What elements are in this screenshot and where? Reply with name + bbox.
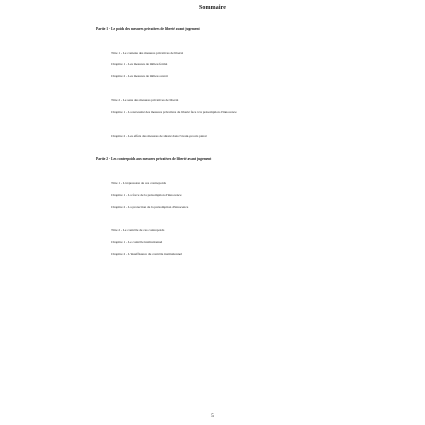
part-2-titre-1-chapitre-2: Chapitre 2 - La protection de la présomption d'innocence xyxy=(111,205,189,209)
part-1-titre-1-chapitre-2: Chapitre 2 - Les mesures de milieu ouvert xyxy=(111,74,168,78)
part-2-titre-1-chapitre-1: Chapitre 1 - La force de la présomption d'innocence xyxy=(111,193,182,197)
part-1-titre-1-chapitre-1: Chapitre 1 - Les mesures de milieu fermé xyxy=(111,62,168,66)
part-1-titre-1: Titre 1 - Le contenu des mesures privatives de liberté xyxy=(111,51,184,55)
part-1-titre-2: Titre 2 - Le sens des mesures privatives de liberté xyxy=(111,98,179,102)
page-number: 5 xyxy=(211,413,214,419)
part-2-titre-2-chapitre-2: Chapitre 2 - L'insuffisance du contrôle institutionnel xyxy=(111,252,182,256)
part-1-titre-2-chapitre-1: Chapitre 1 - La nécessité des mesures privatives de liberté face à la présomption d'innocence xyxy=(111,110,237,114)
part-2-titre-2: Titre 2 - Le contrôle de ces contrepoids xyxy=(111,228,165,232)
part-2-heading: Partie 2 - Les contrepoids aux mesures privatives de liberté avant jugement xyxy=(96,157,212,161)
part-2-titre-1: Titre 1 - L'expression de ces contrepoids xyxy=(111,181,166,185)
part-2-titre-2-chapitre-1: Chapitre 1 - Le contrôle institutionnel xyxy=(111,240,163,244)
part-1-heading: Partie 1 - Le poids des mesures privatives de liberté avant jugement xyxy=(96,27,200,31)
summary-title: Sommaire xyxy=(198,5,227,11)
part-1-titre-2-chapitre-2: Chapitre 2 - Les effets des mesures de sûreté dans l'avant-procès pénal xyxy=(111,134,207,138)
